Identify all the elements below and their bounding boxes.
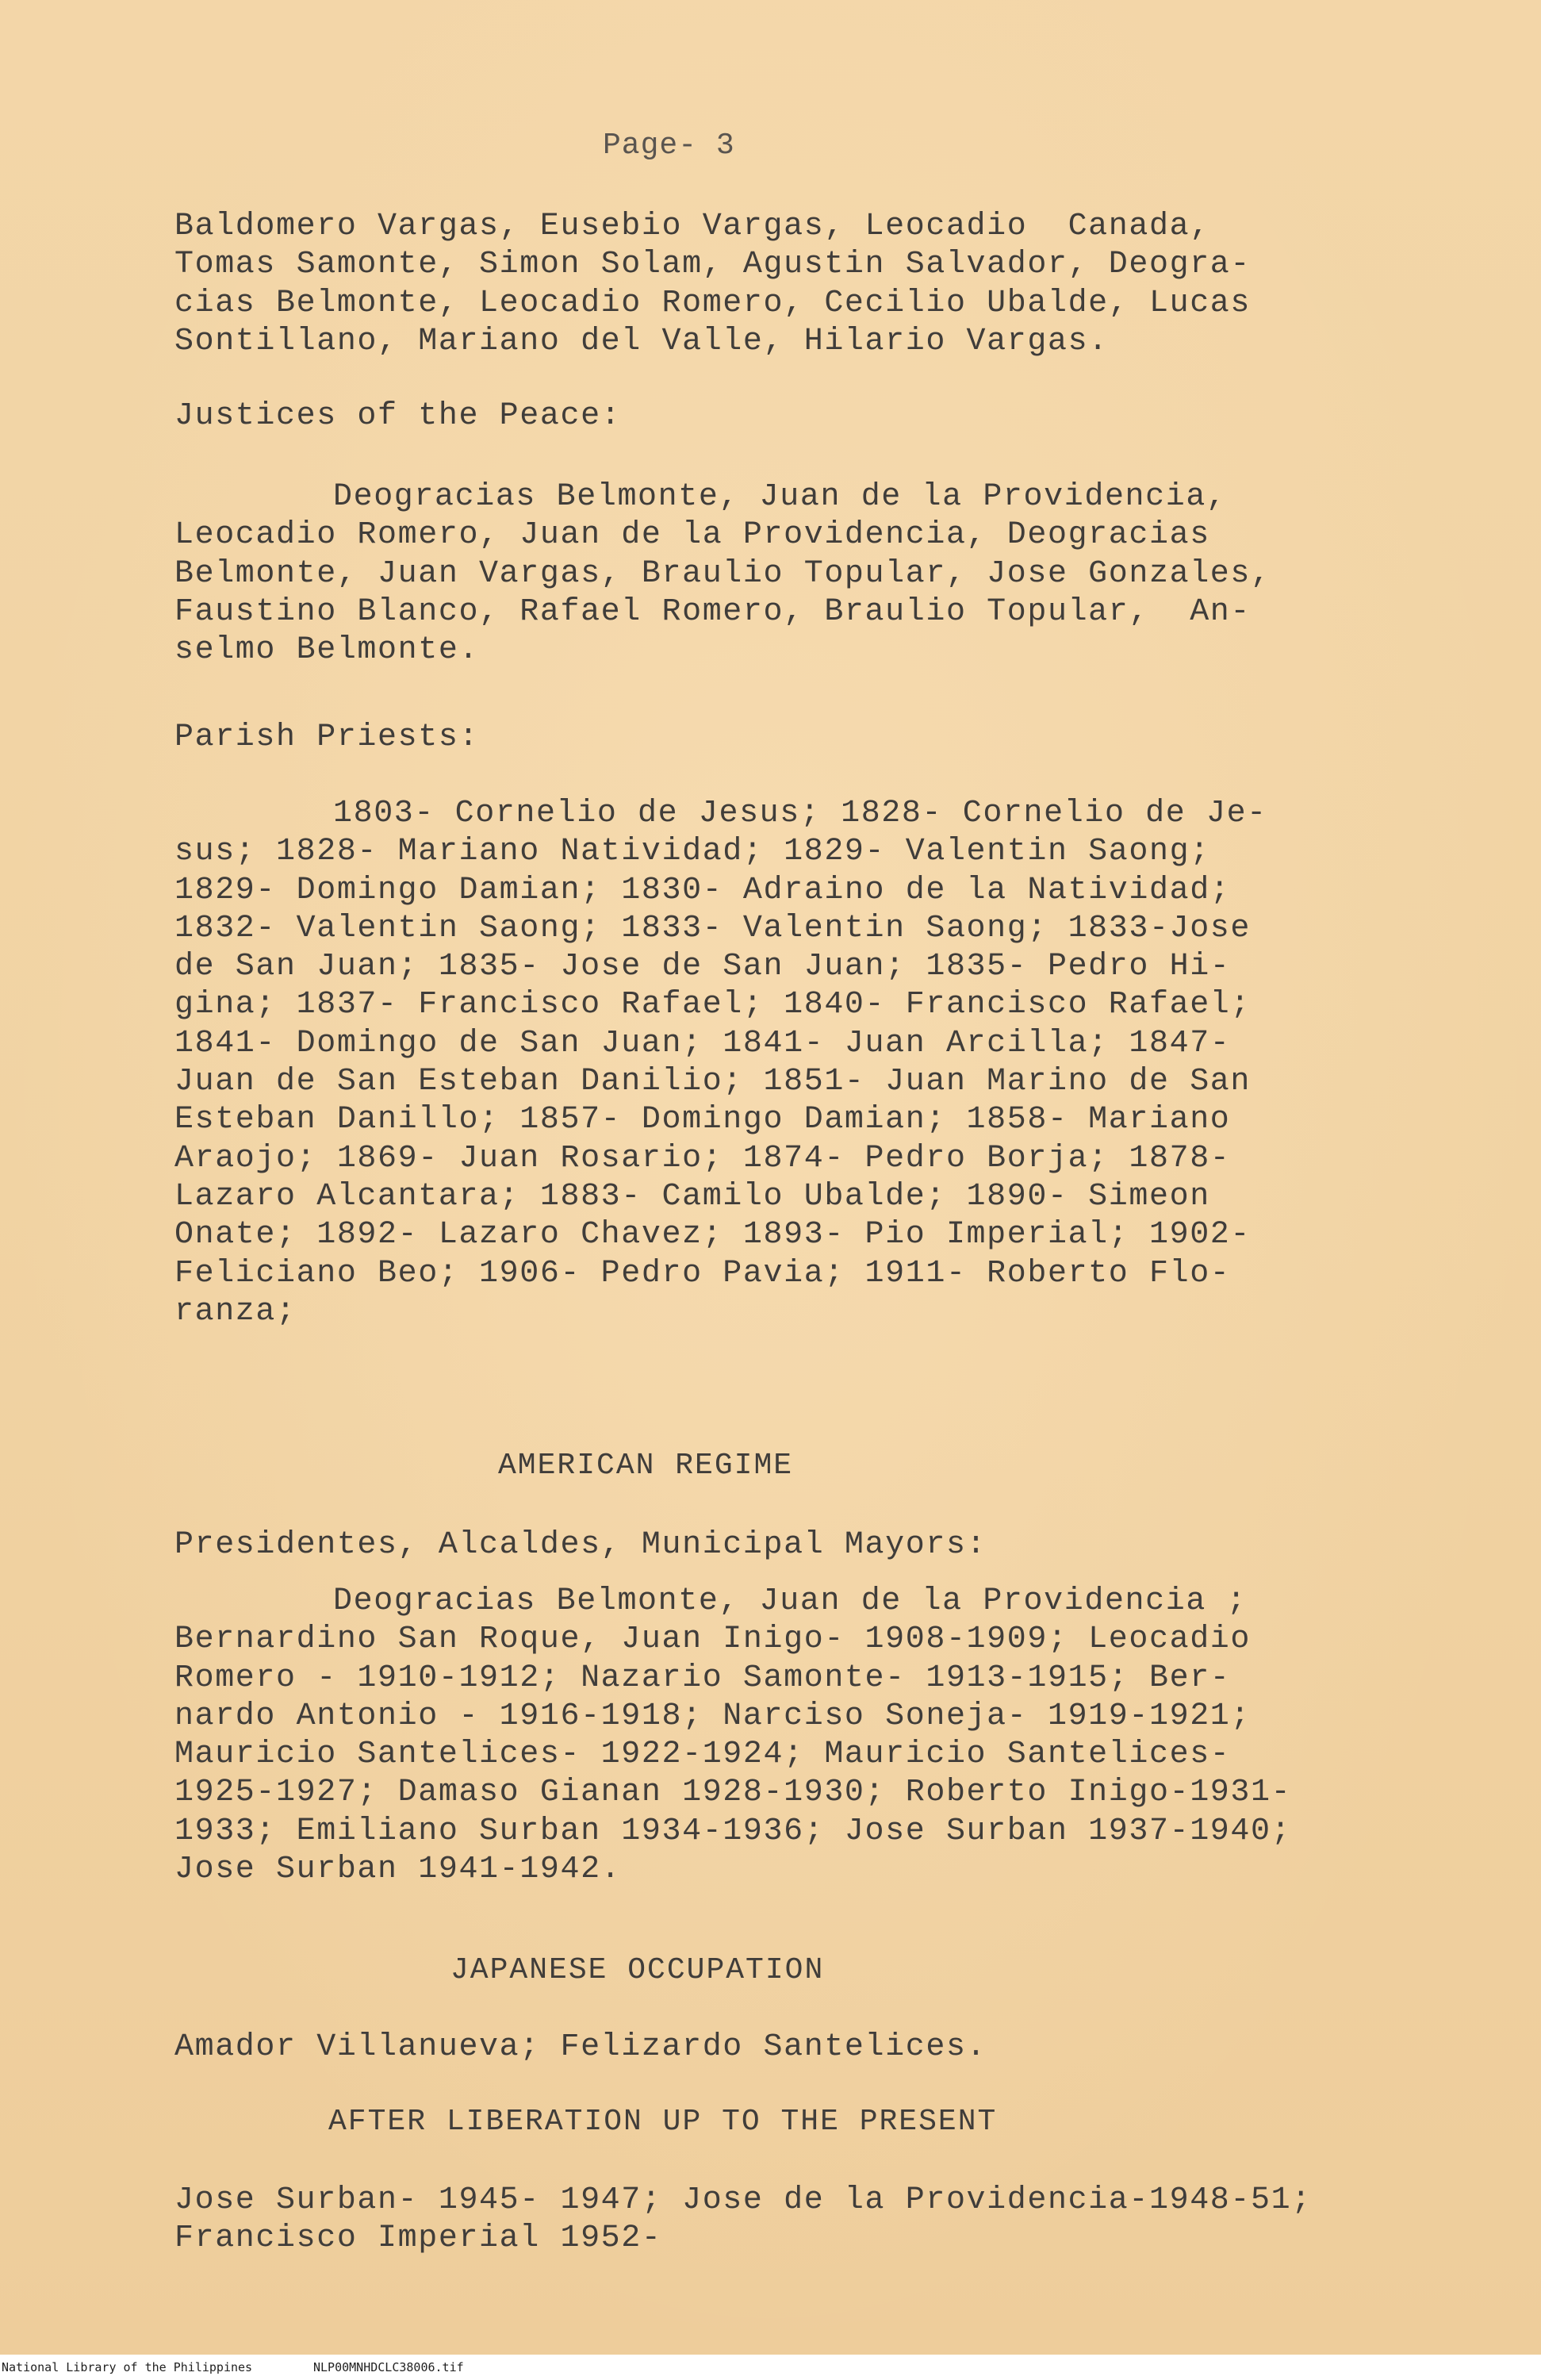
text-line: 1933; Emiliano Surban 1934-1936; Jose Surban 1937-1940; [174,1813,1292,1849]
text-line: Feliciano Beo; 1906- Pedro Pavia; 1911- Roberto Flo- [174,1255,1231,1292]
japanese-occupation-heading: JAPANESE OCCUPATION [450,1953,825,1987]
text-line: Belmonte, Juan Vargas, Braulio Topular, Jose Gonzales, [174,555,1271,592]
text-line: Deogracias Belmonte, Juan de la Providencia ; [333,1583,1248,1619]
after-liberation-heading: AFTER LIBERATION UP TO THE PRESENT [328,2105,998,2139]
parish-priests-heading: Parish Priests: [174,720,480,755]
text-line: Tomas Samonte, Simon Solam, Agustin Salvador, Deogra- [174,247,1252,283]
text-line: Sontillano, Mariano del Valle, Hilario Vargas. [174,323,1109,359]
text-line: Mauricio Santelices- 1922-1924; Mauricio Santelices- [174,1737,1231,1773]
text-line: nardo Antonio - 1916-1918; Narciso Soneja- 1919-1921; [174,1698,1252,1734]
page-number: Page- 3 [603,129,735,163]
text-line: Bernardino San Roque, Juan Inigo- 1908-1909; Leocadio [174,1622,1252,1658]
text-line: 1829- Domingo Damian; 1830- Adraino de la Natividad; [174,872,1231,908]
text-line: Romero - 1910-1912; Nazario Samonte- 1913-1915; Ber- [174,1660,1231,1696]
text-line: Jose Surban- 1945- 1947; Jose de la Providencia-1948-51; [174,2182,1312,2218]
footer-library-label: National Library of the Philippines [2,2360,253,2374]
text-line: cias Belmonte, Leocadio Romero, Cecilio Ubalde, Lucas [174,285,1252,321]
text-line: de San Juan; 1835- Jose de San Juan; 1835- Pedro Hi- [174,949,1231,985]
councilors-paragraph [174,208,1396,361]
text-line: selmo Belmonte. [174,632,480,669]
footer-file-name: NLP00MNHDCLC38006.tif [313,2360,464,2374]
text-line: 1832- Valentin Saong; 1833- Valentin Saong; 1833-Jose [174,910,1252,946]
parish-priests-paragraph [174,795,1396,1331]
text-line: Araojo; 1869- Juan Rosario; 1874- Pedro Borja; 1878- [174,1140,1231,1177]
text-line: 1925-1927; Damaso Gianan 1928-1930; Roberto Inigo-1931- [174,1775,1292,1811]
text-line: Baldomero Vargas, Eusebio Vargas, Leocadio Canada, [174,209,1210,244]
presidents-heading: Presidentes, Alcaldes, Municipal Mayors: [174,1527,987,1563]
japanese-occupation-officials: Amador Villanueva; Felizardo Santelices. [174,2029,987,2065]
justices-paragraph [174,478,1396,670]
text-line: Francisco Imperial 1952- [174,2221,662,2257]
scan-footer [0,2355,1541,2380]
text-line: Faustino Blanco, Rafael Romero, Braulio Topular, An- [174,593,1252,630]
text-line: gina; 1837- Francisco Rafael; 1840- Francisco Rafael; [174,987,1252,1023]
text-line: sus; 1828- Mariano Natividad; 1829- Valentin Saong; [174,834,1210,870]
text-line: 1841- Domingo de San Juan; 1841- Juan Arcilla; 1847- [174,1025,1231,1061]
text-line: 1803- Cornelio de Jesus; 1828- Cornelio de Je- [333,796,1267,831]
presidents-paragraph [174,1583,1396,1889]
text-line: Deogracias Belmonte, Juan de la Providencia, [333,479,1227,515]
text-line: Leocadio Romero, Juan de la Providencia, Deogracias [174,517,1210,554]
text-line: Jose Surban 1941-1942. [174,1852,622,1888]
text-line: Lazaro Alcantara; 1883- Camilo Ubalde; 1890- Simeon [174,1178,1210,1215]
text-line: Juan de San Esteban Danilio; 1851- Juan Marino de San [174,1064,1252,1100]
text-line: Onate; 1892- Lazaro Chavez; 1893- Pio Imperial; 1902- [174,1217,1252,1253]
text-line: ranza; [174,1293,297,1330]
american-regime-heading: AMERICAN REGIME [498,1449,794,1483]
text-line: Esteban Danillo; 1857- Domingo Damian; 1858- Mariano [174,1102,1231,1138]
after-liberation-paragraph [174,2182,1396,2259]
justices-heading: Justices of the Peace: [174,398,622,434]
